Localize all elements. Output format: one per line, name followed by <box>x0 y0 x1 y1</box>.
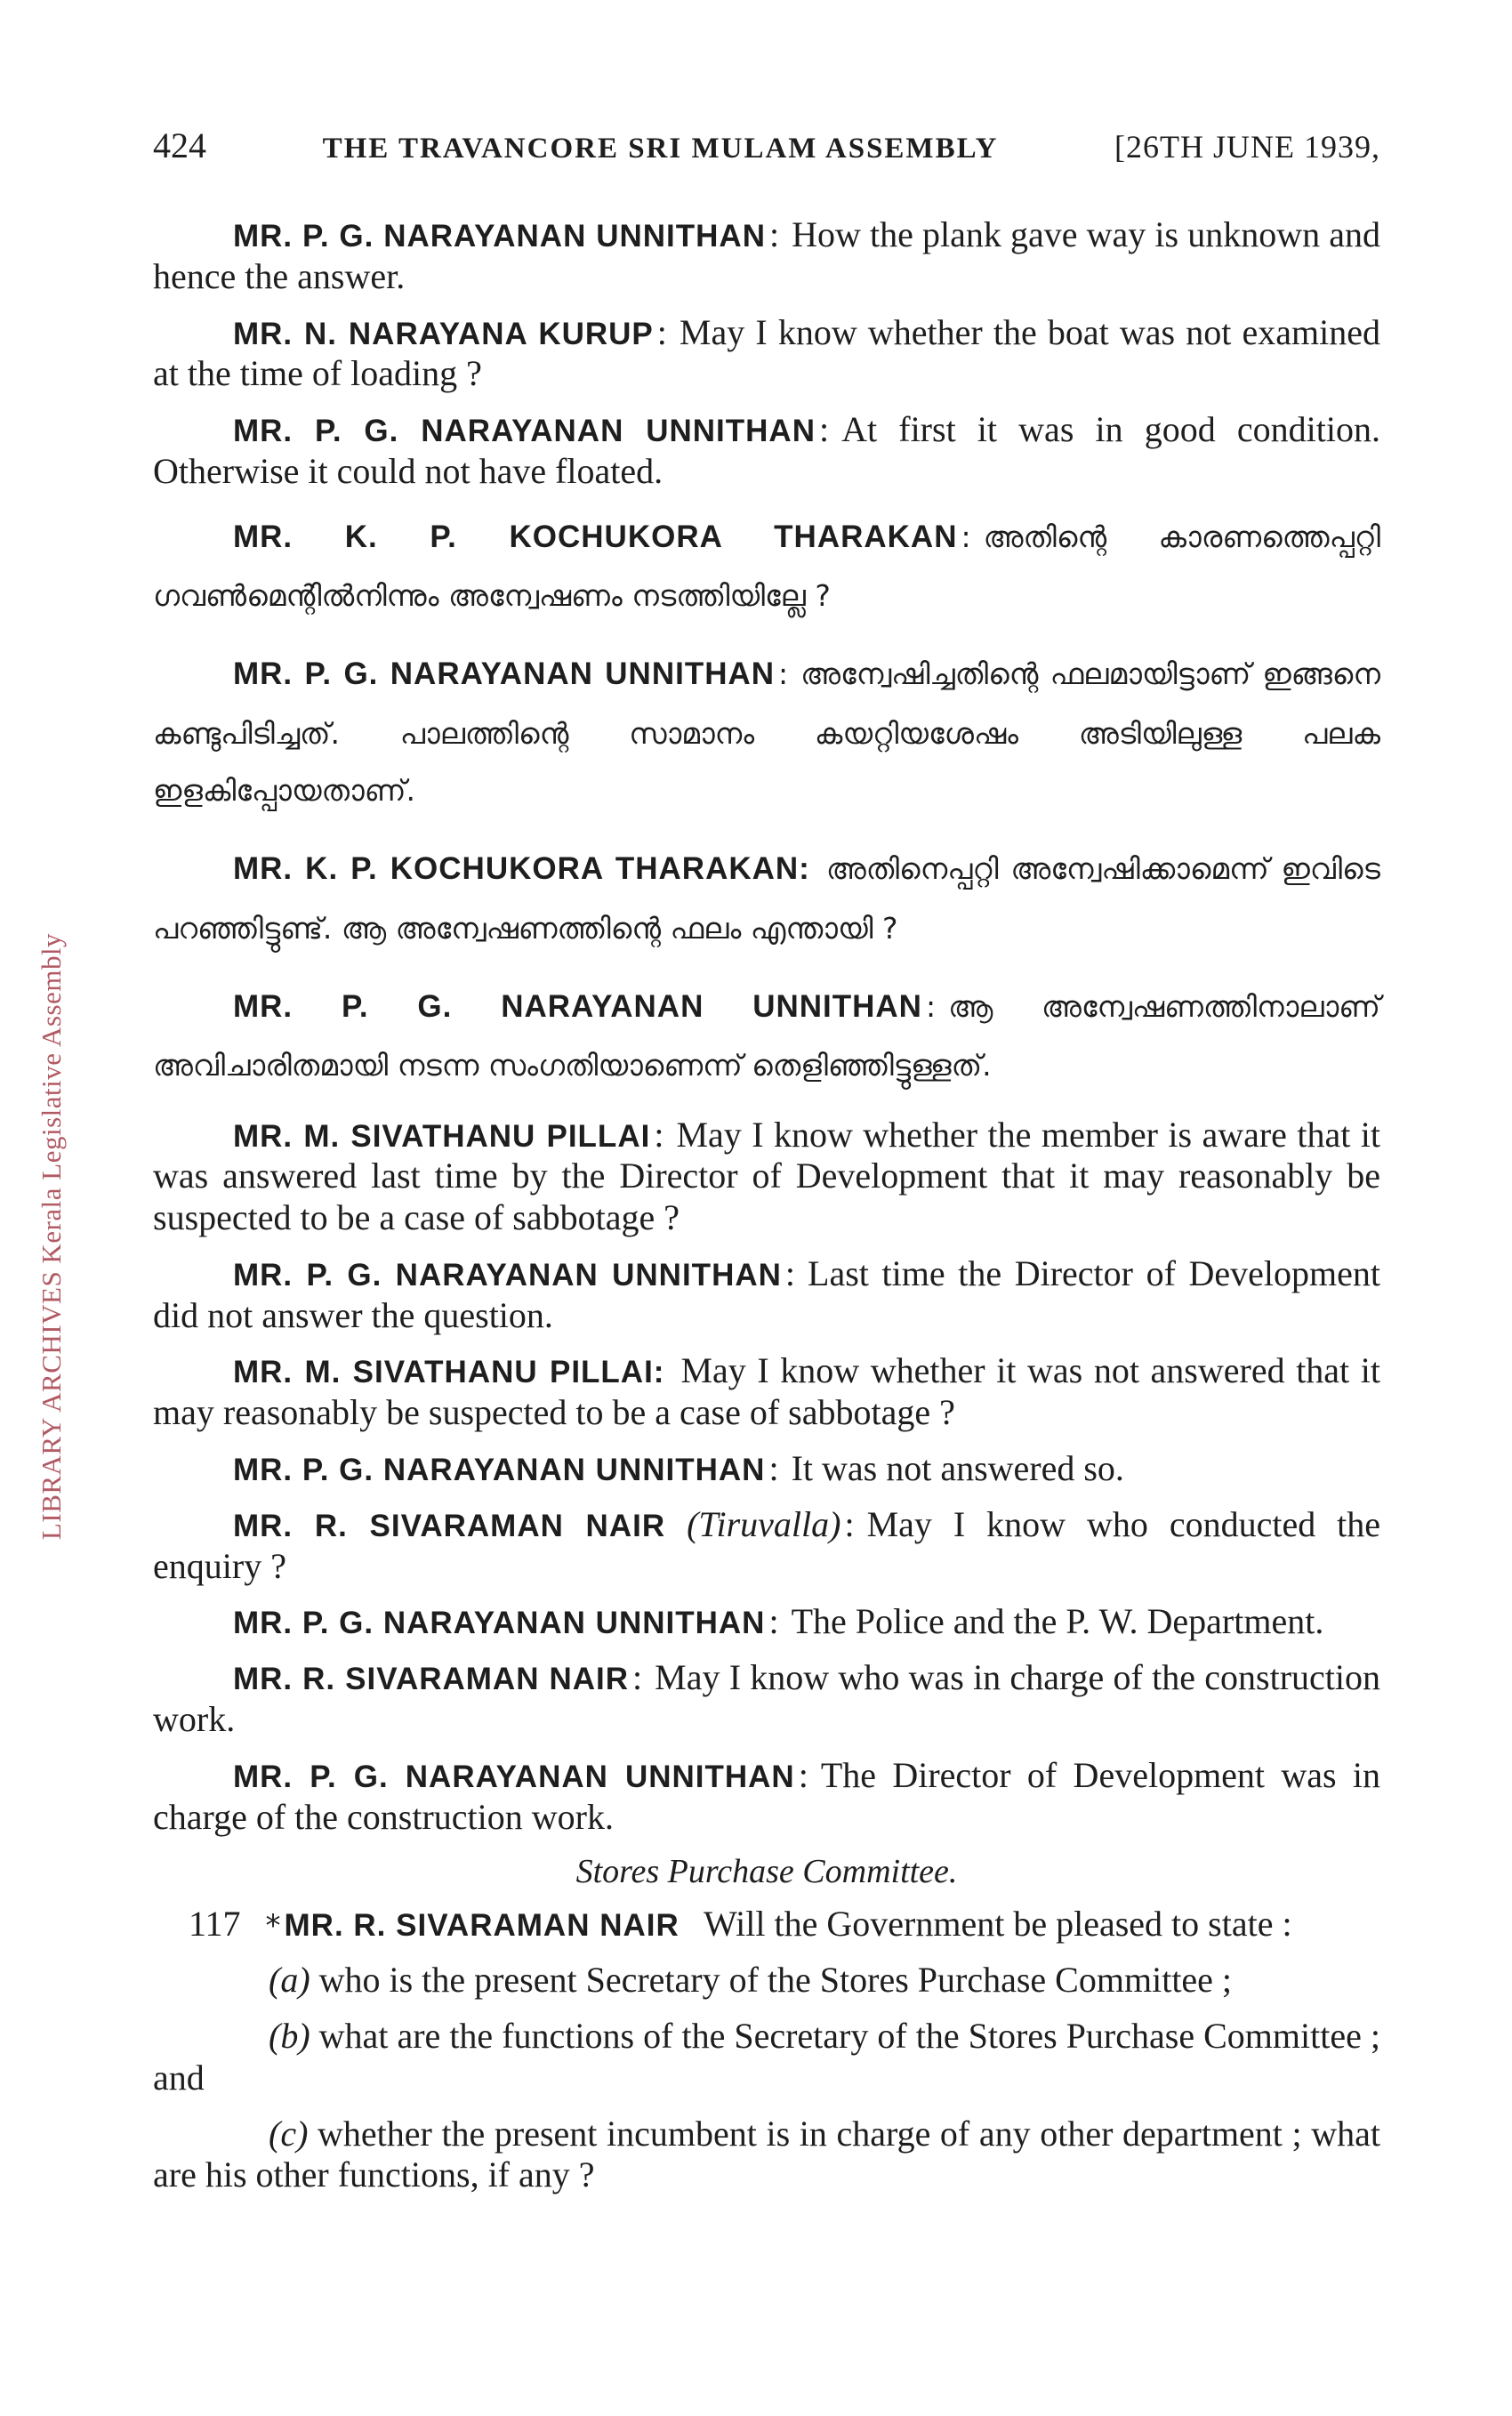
part-label: (b) <box>269 2016 310 2057</box>
proceedings <box>153 214 1380 1838</box>
watermark-text: LIBRARY ARCHIVES Kerala Legislative Assembly <box>36 932 68 1541</box>
speaker-name: MR. R. SIVARAMAN NAIR <box>233 1662 630 1697</box>
speaker-name: MR. P. G. NARAYANAN UNNITHAN <box>233 414 816 449</box>
speech-text: May I know whether the member is aware that it was answered last time by the Director of Development that it may reasonably be suspected to be a case of sabbotage ? <box>153 1114 1380 1238</box>
section-heading: Stores Purchase Committee. <box>575 1853 958 1891</box>
speaker-name: MR. R. SIVARAMAN NAIR <box>284 1908 680 1944</box>
part-label: (a) <box>269 1960 310 2001</box>
question-part-a <box>153 1960 1380 2001</box>
speaker-name: MR. K. P. KOCHUKORA THARAKAN <box>233 519 958 554</box>
entry-10 <box>153 1350 1380 1434</box>
question-part-b <box>153 2016 1380 2099</box>
speaker-name: MR. P. G. NARAYANAN UNNITHAN <box>233 656 776 692</box>
session-date: [26TH JUNE 1939, <box>1114 129 1380 165</box>
page-number: 424 <box>153 125 206 165</box>
speech-text: It was not answered so. <box>791 1448 1124 1489</box>
speaker-name: MR. P. G. NARAYANAN UNNITHAN <box>233 1606 766 1641</box>
part-text: what are the functions of the Secretary of the Stores Purchase Committee ; and <box>153 2016 1381 2098</box>
question-text: Will the Government be pleased to state : <box>704 1904 1292 1945</box>
speech-text: അതിനെപ്പറ്റി അന്വേഷിക്കാമെന്ന് ഇവിടെ പറഞ്ഞിട്ടുണ്ട്. ആ അന്വേഷണത്തിന്റെ ഫലം എന്തായി ? <box>153 851 1380 946</box>
entry-8: MR. M. SIVATHANU PILLAI : May I know whether the member is aware that it was answered last time by the Director of Development that it may reasonably be suspected to be a case of sabbotage ? <box>153 1114 1380 1238</box>
speech-text: May I know whether it was not answered that it may reasonably be suspected to be a case of sabbotage ? <box>153 1350 1380 1433</box>
speaker-name: MR. P. G. NARAYANAN UNNITHAN <box>233 1453 766 1488</box>
entry-2: MR. N. NARAYANA KURUP : May I know whether the boat was not examined at the time of loading ? <box>153 311 1380 394</box>
entry-14: MR. R. SIVARAMAN NAIR : May I know who was in charge of the construction work. <box>153 1657 1380 1740</box>
question-number: 117 <box>189 1904 241 1945</box>
constituency: (Tiruvalla) <box>687 1503 841 1544</box>
assembly-title: THE TRAVANCORE SRI MULAM ASSEMBLY <box>322 133 999 165</box>
speech-text: അതിന്റെ കാരണത്തെപ്പറ്റി ഗവൺമെന്റിൽനിന്നും അന്വേഷണം നടത്തിയില്ലേ ? <box>153 519 1381 614</box>
part-label: (c) <box>269 2113 309 2154</box>
speaker-name: MR. P. G. NARAYANAN UNNITHAN <box>233 1759 795 1794</box>
speech-text: The Director of Development was in charge of the construction work. <box>153 1754 1381 1837</box>
speaker-name: MR. M. SIVATHANU PILLAI: <box>233 1355 665 1390</box>
speaker-name: MR. P. G. NARAYANAN UNNITHAN <box>233 988 922 1024</box>
entry-9: MR. P. G. NARAYANAN UNNITHAN : Last time the Director of Development did not answer the question. <box>153 1252 1380 1335</box>
speaker-name: MR. M. SIVATHANU PILLAI <box>233 1118 651 1154</box>
part-text: who is the present Secretary of the Stores Purchase Committee ; <box>318 1960 1233 2001</box>
question-block <box>153 1904 1380 2196</box>
speech-text: May I know who was in charge of the construction work. <box>153 1657 1380 1740</box>
speaker-name: MR. R. SIVARAMAN NAIR <box>233 1508 666 1543</box>
entry-13: MR. P. G. NARAYANAN UNNITHAN : The Police and the P. W. Department. <box>233 1601 1324 1642</box>
archive-watermark <box>25 747 78 1726</box>
speech-text: Last time the Director of Development did not answer the question. <box>153 1252 1380 1335</box>
speech-text: ആ അന്വേഷണത്തിനാലാണ് അവിചാരിതമായി നടന്ന സംഗതിയാണെന്ന് തെളിഞ്ഞിട്ടുള്ളത്. <box>153 988 1380 1083</box>
speech-text: May I know who conducted the enquiry ? <box>153 1503 1381 1586</box>
speech-text: The Police and the P. W. Department. <box>791 1601 1324 1642</box>
entry-11: MR. P. G. NARAYANAN UNNITHAN : It was not answered so. <box>233 1448 1124 1489</box>
entry-5: MR. P. G. NARAYANAN UNNITHAN : അന്വേഷിച്ചതിന്റെ ഫലമായിട്ടാണ് ഇങ്ങനെ കണ്ടുപിടിച്ചത്. പാലത്തിന്റെ സാമാനം കയറ്റിയശേഷം അടിയിലുള്ള പലക ഇളകിപ്പോയതാണ്. <box>153 656 1380 808</box>
speech-text: അന്വേഷിച്ചതിന്റെ ഫലമായിട്ടാണ് ഇങ്ങനെ കണ്ടുപിടിച്ചത്. പാലത്തിന്റെ സാമാനം കയറ്റിയശേഷം അടിയിലുള്ള പലക ഇളകിപ്പോയതാണ്. <box>153 656 1380 808</box>
part-text: whether the present incumbent is in charge of any other department ; what are his other functions, if any ? <box>153 2113 1380 2195</box>
speech-text: How the plank gave way is unknown and hence the answer. <box>153 214 1380 296</box>
speaker-name: MR. P. G. NARAYANAN UNNITHAN <box>233 1257 782 1293</box>
entry-7: MR. P. G. NARAYANAN UNNITHAN : ആ അന്വേഷണത്തിനാലാണ് അവിചാരിതമായി നടന്ന സംഗതിയാണെന്ന് തെളിഞ്ഞിട്ടുള്ളത്. <box>153 988 1380 1083</box>
document-page <box>153 125 1380 2211</box>
speech-text: At first it was in good condition. Otherwise it could not have floated. <box>153 409 1380 491</box>
speaker-name: MR. P. G. NARAYANAN UNNITHAN <box>233 219 766 254</box>
entry-4: MR. K. P. KOCHUKORA THARAKAN : അതിന്റെ കാരണത്തെപ്പറ്റി ഗവൺമെന്റിൽനിന്നും അന്വേഷണം നടത്തിയില്ലേ ? <box>153 519 1381 614</box>
question-line <box>153 1904 1380 1945</box>
speaker-name: MR. N. NARAYANA KURUP <box>233 316 654 351</box>
page-header <box>153 125 1380 166</box>
entry-1: MR. P. G. NARAYANAN UNNITHAN : How the plank gave way is unknown and hence the answer. <box>153 214 1380 296</box>
entry-6 <box>153 839 1380 957</box>
asterisk-icon: * <box>265 1908 281 1945</box>
speaker-name: MR. K. P. KOCHUKORA THARAKAN: <box>233 851 810 887</box>
entry-12: MR. R. SIVARAMAN NAIR (Tiruvalla) : May I know who conducted the enquiry ? <box>153 1503 1381 1586</box>
question-part-c <box>153 2114 1380 2197</box>
speech-text: May I know whether the boat was not examined at the time of loading ? <box>153 311 1380 394</box>
entry-15: MR. P. G. NARAYANAN UNNITHAN : The Director of Development was in charge of the construction work. <box>153 1754 1381 1837</box>
entry-3: MR. P. G. NARAYANAN UNNITHAN : At first it was in good condition. Otherwise it could not have floated. <box>153 409 1380 491</box>
